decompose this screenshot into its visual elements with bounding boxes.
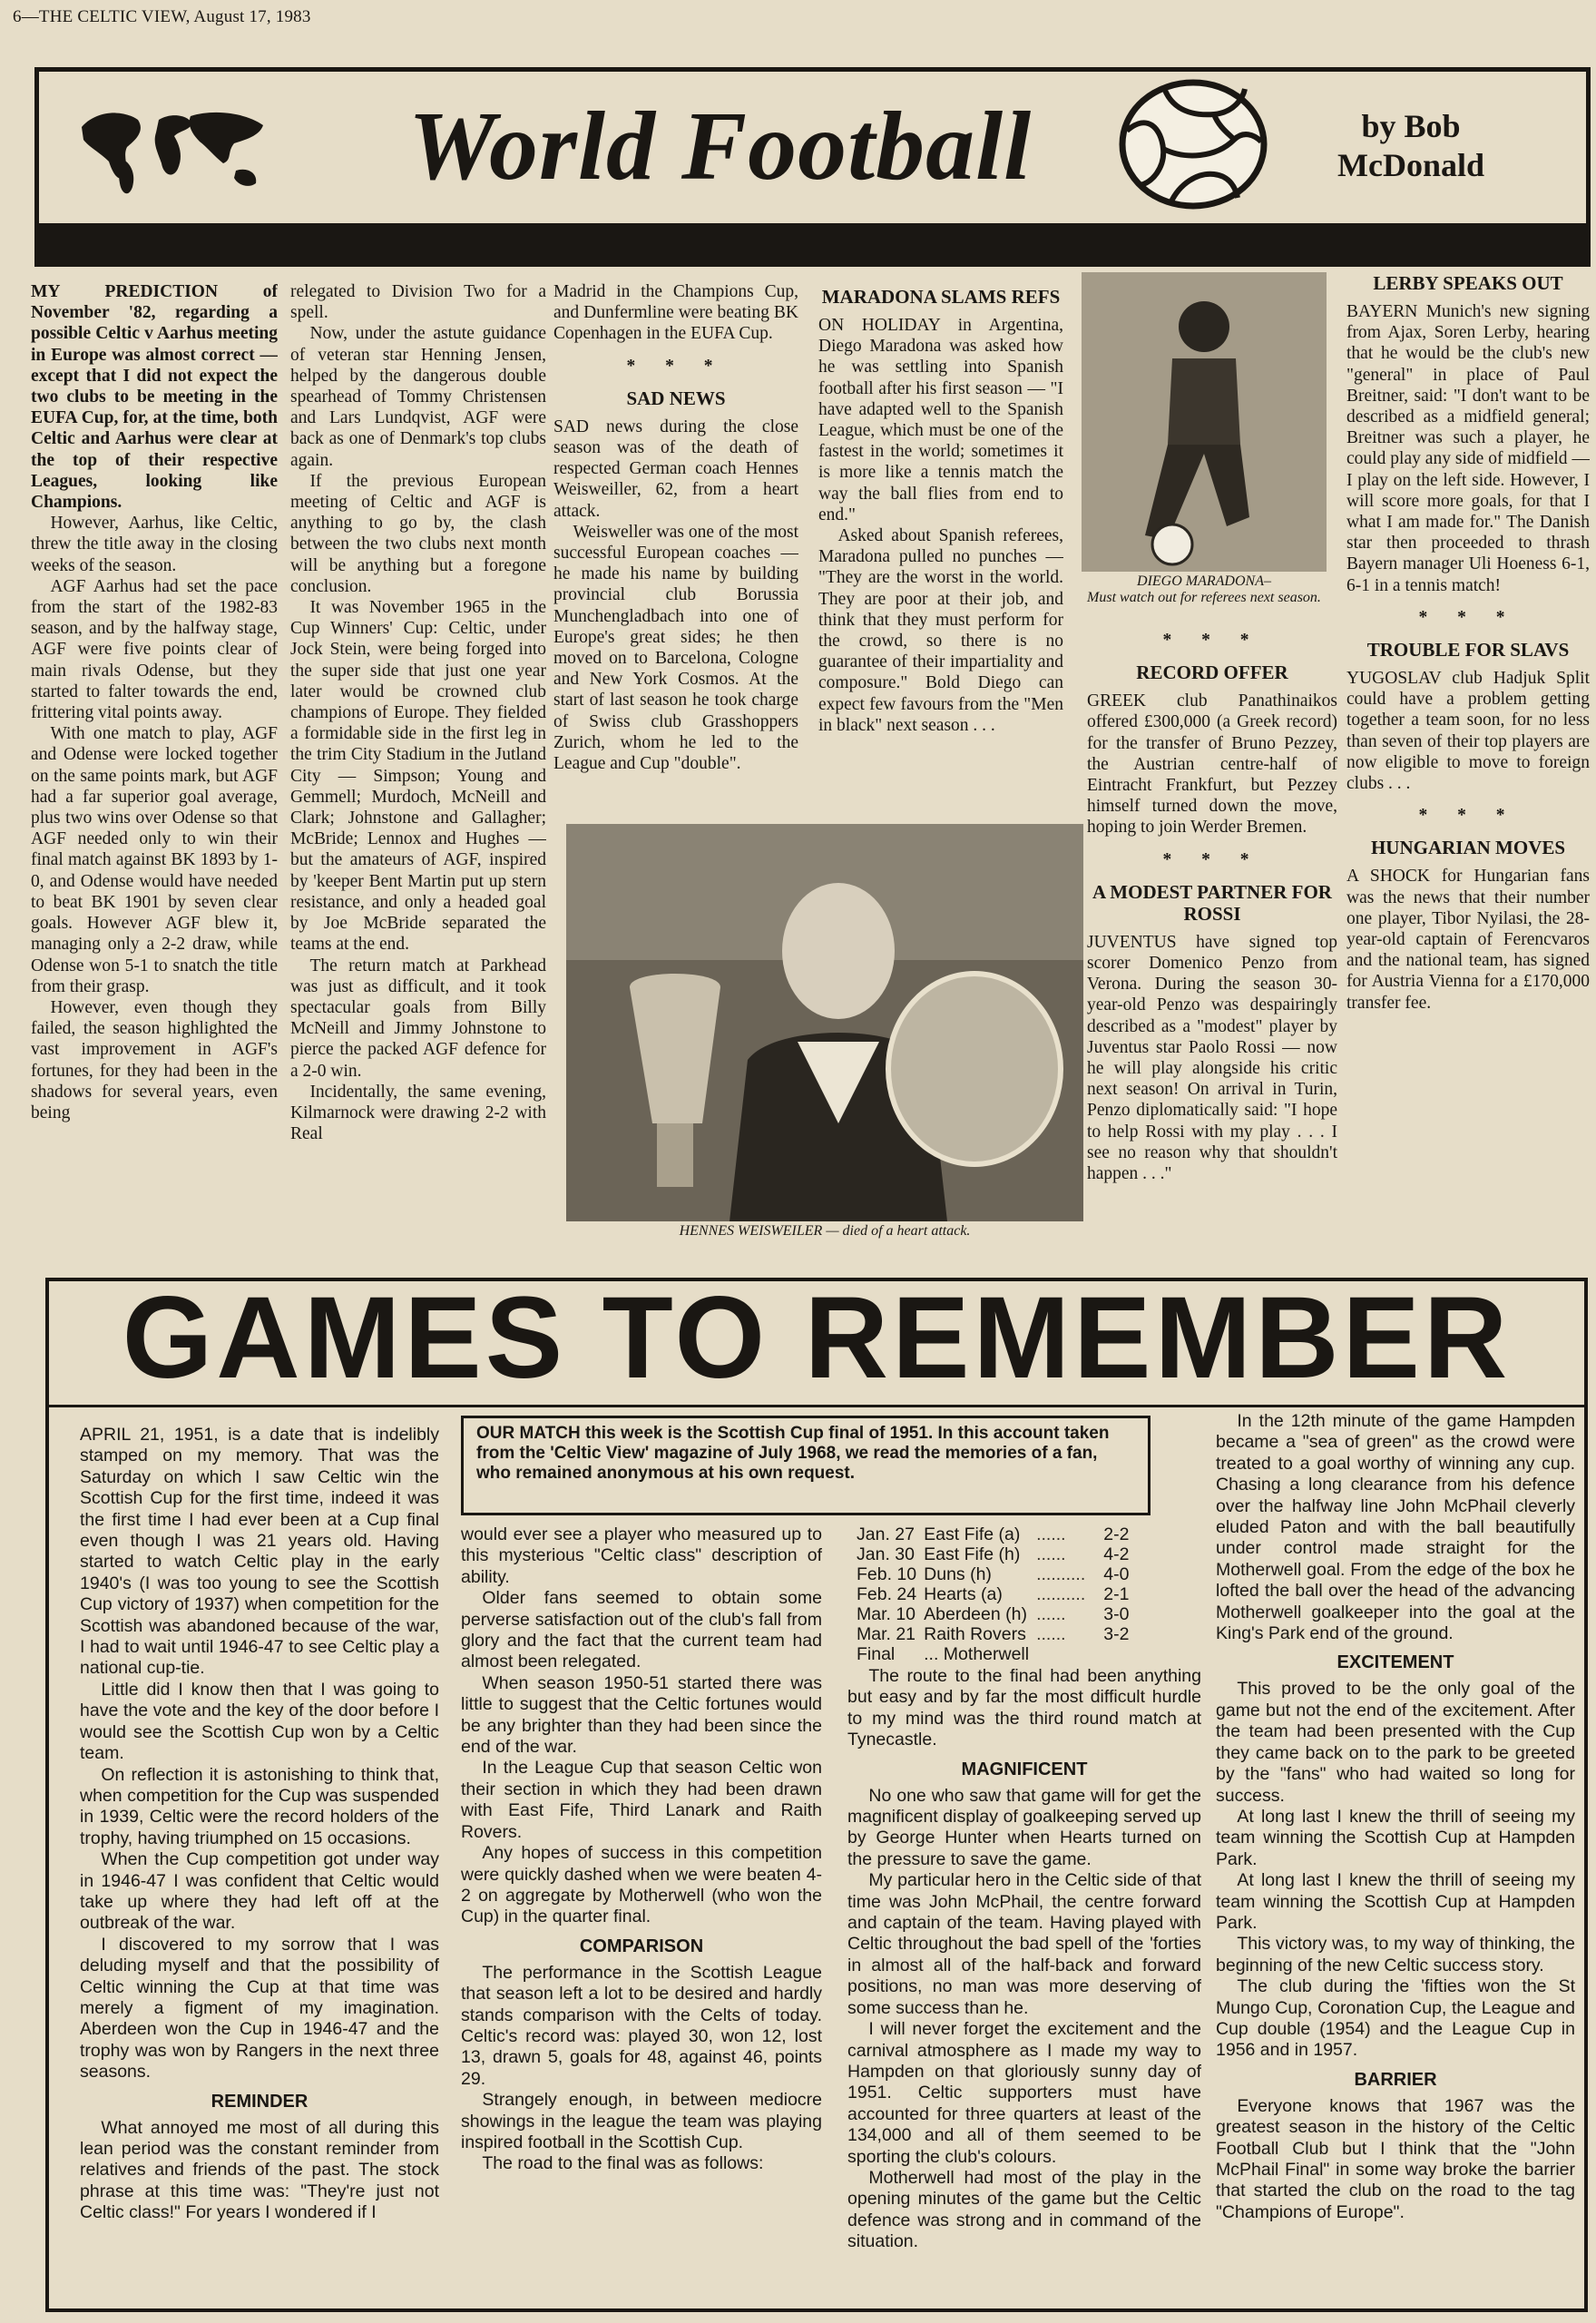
player-photo-image [1082,272,1327,572]
result-opponent: Duns (h) [924,1564,992,1584]
byline [1297,107,1524,185]
feature-paragraph: would ever see a player who measured up to this mysterious "Celtic class" description of ability. [461,1524,822,1587]
heading-trouble-slavs: TROUBLE FOR SLAVS [1366,639,1570,662]
masthead-rule [34,223,1591,267]
section-divider: * * * [1162,631,1262,650]
result-row [857,1584,1136,1604]
section-divider: * * * [1418,607,1518,627]
feature-paragraph: I discovered to my sorrow that I was deluding myself and that the possibility of Celtic winning the Cup at that time was merely a figment of my imagination. Aberdeen won the Cup in 1946-47 and the trophy was won by Rangers in the next three seasons. [80,1934,439,2083]
article-paragraph: GREEK club Panathinaikos offered £300,000 (a Greek record) for the transfer of Bruno Pezzey, the Austrian centre-half of Eintracht Frankfurt, but Pezzey himself turned down the move, hoping to join Werder Bremen. [1087,691,1337,838]
feature-paragraph: This proved to be the only goal of the game but not the end of the excitement. After the team had been presented with the Cup they came back on to the park to be greeted by the "fans" who had waited so long for success. [1216,1679,1575,1806]
article-paragraph: JUVENTUS have signed top scorer Domenico Penzo from Verona. During the season 30-year-old Penzo was despairingly described as a "modest" player by Juventus star Paolo Rossi — now he will play alongside his critic next season! On arrival in Turin, Penzo diplomatically said: "I hope to help Rossi with my play . . . I see no reason why that shouldn't happen . . ." [1087,932,1337,1184]
photo-maradona [1082,272,1327,572]
result-leader: ...... [1036,1624,1066,1644]
caption-text: Must watch out for referees next season. [1087,590,1321,605]
heading-lerby: LERBY SPEAKS OUT [1373,272,1563,294]
football-icon [1107,76,1279,212]
result-date: Jan. 27 [857,1524,915,1544]
result-score: 2-1 [1103,1584,1130,1604]
article-paragraph: However, Aarhus, like Celtic, threw the title away in the closing weeks of the season. [31,514,278,575]
section-divider: * * * [1162,849,1262,869]
feature-paragraph: Older fans seemed to obtain some perverse satisfaction out of the club's fall from glory and the fact that the current team had almost been relegated. [461,1588,822,1672]
feature-paragraph: At long last I knew the thrill of seeing my team winning the Scottish Cup at Hampden Park. [1216,1806,1575,1869]
feature-paragraph: Any hopes of success in this competition were quickly dashed when we were beaten 4-2 on aggregate by Motherwell (who won the Cup) in the quarter final. [461,1843,822,1927]
feature-paragraph: Everyone knows that 1967 was the greatest season in the history of the Celtic Football Club but I think that the "John McPhail Final" in some way broke the barrier that started the club on the road to the tag "Champions of Europe". [1216,2095,1575,2222]
article-paragraph: However, even though they failed, the season highlighted the vast improvement in AGF's fortunes, for they had been in the shadows for several years, even being [31,997,278,1122]
feature-paragraph: The performance in the Scottish League that season left a lot to be desired and hardly stands comparison with the Celts of today. Celtic's record was: played 30, won 12, lost 13, drawn 5, goals for 48, against 46, points 29. [461,1962,822,2089]
feature-paragraph: I will never forget the excitement and the carnival atmosphere as I made my way to Hampden on that gloriously sunny day of 1951. Celtic supporters must have accounted for three quarters at least of the 134,000 and all of them seemed to be sporting the club's colours. [847,2019,1201,2167]
result-leader [1036,1644,1092,1664]
result-opponent: East Fife (a) [924,1524,1021,1544]
article-column-6 [1346,263,1590,1261]
feature-intro: OUR MATCH this week is the Scottish Cup final of 1951. In this account taken from the 'Celtic View' magazine of July 1968, we read the memories of a fan, who remained anonymous at his own request. [461,1416,1150,1515]
heading-maradona: MARADONA SLAMS REFS [821,286,1061,308]
article-paragraph: YUGOSLAV club Hadjuk Split could have a problem getting together a team soon, for no less than seven of their top players are now eligible to move to foreign clubs . . . [1346,669,1590,794]
heading-reminder: REMINDER [211,2091,308,2112]
result-date: Jan. 30 [857,1544,915,1564]
feature-paragraph: On reflection it is astonishing to think that, when competition for the Cup was suspended in 1939, Celtic were the record holders of the trophy, having triumphed on 15 occasions. [80,1764,439,1848]
globe-icon [73,100,272,204]
feature-column-4 [1216,1411,1575,2300]
section-divider: * * * [626,356,726,376]
article-paragraph: relegated to Division Two for a spell. [290,282,546,323]
result-leader: ...... [1036,1604,1066,1624]
heading-excitement: EXCITEMENT [1337,1652,1454,1673]
result-opponent: Aberdeen (h) [924,1604,1027,1624]
result-score: 3-0 [1103,1604,1130,1624]
feature-paragraph: The route to the final had been anything but easy and by far the most difficult hurdle to my mind was the third round match at Tynecastle. [847,1666,1201,1750]
result-score: 4-0 [1103,1564,1130,1584]
article-column-3 [553,281,798,817]
feature-rule [45,1405,1588,1407]
result-leader: ...... [1036,1544,1066,1564]
feature-column-2 [461,1524,822,2300]
result-row [857,1624,1136,1644]
photo-caption-weisweiler: HENNES WEISWEILER — died of a heart attack. [679,1223,971,1239]
feature-paragraph: What annoyed me most of all during this lean period was the constant reminder from relatives and friends of the past. The stock phrase at this time was: "They're just not Celtic class!" For years I wondered if I [80,2117,439,2223]
result-date: Feb. 10 [857,1564,917,1584]
article-lead: MY PREDICTION of November '82, regarding a possible Celtic v Aarhus meeting in Europe was almost correct — except that I did not expect the two clubs to be meeting in the EUFA Cup, for, at the time, both Celtic and Aarhus were clear at the top of their respective Leagues, looking like Champions. [31,282,278,513]
feature-paragraph: This victory was, to my way of thinking, the beginning of the new Celtic success story. [1216,1934,1575,1975]
result-date: Mar. 10 [857,1604,916,1624]
feature-paragraph: Little did I know then that I was going to have the vote and the key of the door before I would see the Scottish Cup won by a Celtic team. [80,1679,439,1764]
result-row [857,1564,1136,1584]
heading-hungarian: HUNGARIAN MOVES [1370,837,1566,859]
article-paragraph: With one match to play, AGF and Odense were locked together on the same points mark, but AGF had a far superior goal average, plus two wins over Odense so that AGF needed only to win their final match against BK 1893 by 1-0, and Odense would have needed to beat BK 1901 by seven clear goals. However AGF blew it, managing only a 2-2 draw, while Odense won 5-1 to snatch the title from their grasp. [31,724,278,996]
byline-line-2: McDonald [1337,147,1484,184]
article-paragraph: A SHOCK for Hungarian fans was the news that their number one player, Tibor Nyilasi, the 28-year-old captain of Ferencvaros and the national team, has signed for Austria Vienna for a £170,000 transfer fee. [1346,867,1590,1013]
result-date: Feb. 24 [857,1584,917,1604]
result-opponent: ... Motherwell [924,1644,1030,1664]
feature-column-1 [80,1425,439,2300]
feature-paragraph: At long last I knew the thrill of seeing my team winning the Scottish Cup at Hampden Park. [1216,1870,1575,1933]
result-row [857,1524,1136,1544]
result-row [857,1604,1136,1624]
heading-barrier: BARRIER [1354,2069,1437,2090]
feature-title: GAMES TO REMEMBER [122,1273,1512,1403]
caption-name: DIEGO MARADONA– [1137,573,1271,589]
feature-paragraph: In the 12th minute of the game Hampden became a "sea of green" as the crowd were treated to a goal worthy of winning any cup. Chasing a long clearance from his defence over the halfway line John McPhail cleverly eluded Paton and with the ball beautifully under control made straight for the Motherwell goal. From the edge of the box he lofted the ball over the head of the advancing Motherwell goalkeeper into the goal at the King's Park end of the ground. [1216,1411,1575,1644]
byline-line-1: by Bob [1361,108,1461,144]
heading-magnificent: MAGNIFICENT [961,1759,1088,1779]
feature-paragraph: The road to the final was as follows: [482,2153,764,2174]
article-column-5 [1087,619,1337,1254]
feature-paragraph: The club during the 'fifties won the St Mungo Cup, Coronation Cup, the League and Cup double (1954) and the League Cup in 1956 and in 1957. [1216,1976,1575,2061]
article-paragraph: ON HOLIDAY in Argentina, Diego Maradona was asked how he was settling into Spanish football after his first season — "I have adapted well to the Spanish League, which must be one of the fastest in the world; sometimes it is more like a tennis match the way the ball flies from end to end." [818,316,1063,524]
section-title: World Football [408,93,1033,201]
result-leader: .......... [1036,1564,1086,1584]
feature-paragraph: APRIL 21, 1951, is a date that is indelibly stamped on my memory. That was the Saturday on which I saw Celtic win the Scottish Cup for the first time, indeed it was the first time I had ever been at a Cup final even though I was 21 years old. Having started to watch Celtic play in the early 1940's (I was too young to see the Scottish Cup victory of 1937) when competition for the Scottish was abandoned because of the war, I had to wait until 1946-47 to see Celtic play a national cup-tie. [80,1425,439,1679]
article-paragraph: SAD news during the close season was of the death of respected German coach Hennes Weisweiller, 62, from a heart attack. [553,417,798,521]
article-paragraph: The return match at Parkhead was just as difficult, and it took spectacular goals from Billy McNeill and Jimmy Johnstone to pierce the packed AGF defence for a 2-0 win. [290,956,546,1081]
article-paragraph: If the previous European meeting of Celtic and AGF is anything to go by, the clash between the two clubs next month will be anything but a foregone conclusion. [290,471,546,596]
heading-comparison: COMPARISON [579,1936,704,1956]
feature-paragraph: When season 1950-51 started there was little to suggest that the Celtic fortunes would be any brighter than they had been since the end of the war. [461,1672,822,1758]
heading-modest-partner: A MODEST PARTNER FOR ROSSI [1092,880,1332,925]
result-score [1092,1644,1136,1664]
article-paragraph: AGF Aarhus had set the pace from the start of the 1982-83 season, and by the halfway stage, AGF were five points clear of main rivals Odense, but they started to falter towards the end, frittering vital points away. [31,576,278,723]
feature-paragraph: No one who saw that game will for get the magnificent display of goalkeeping served up by George Hunter when Hearts turned on the pressure to save the game. [847,1785,1201,1869]
article-paragraph: Now, under the astute guidance of veteran star Henning Jensen, helped by the dangerous double spearhead of Tommy Christensen and Lars Lundqvist, AGF were back as one of Denmark's top clubs again. [290,324,546,470]
result-opponent: East Fife (h) [924,1544,1021,1564]
article-paragraph: Incidentally, the same evening, Kilmarnock were drawing 2-2 with Real [290,1082,546,1144]
result-score: 4-2 [1103,1544,1130,1564]
result-date: Mar. 21 [857,1624,916,1644]
result-score: 3-2 [1103,1624,1130,1644]
result-leader: .......... [1036,1584,1086,1604]
article-paragraph: It was November 1965 in the Cup Winners' Cup: Celtic, under Jock Stein, were being forged into the super side that just one year later would be crowned club champions of Europe. They fielded a formidable side in the first leg in the trim City Stadium in the Jutland City — Simpson; Young and Gemmell; Murdoch, McNeill and Clark; Johnstone and Gallagher; McBride; Lennox and Hughes — but the amateurs of AGF, inspired by 'keeper Bent Martin put up stern resistance, and only a headed goal by Joe McBride separated the teams at the end. [290,598,546,955]
result-leader: ...... [1036,1524,1066,1544]
result-opponent: Raith Rovers [924,1624,1026,1644]
result-opponent: Hearts (a) [924,1584,1003,1604]
article-paragraph: Weisweller was one of the most successful European coaches — he made his name by building provincial club Borussia Munchengladbach into one of Europe's great sides; he then moved on to Barcelona, Cologne and New York Cosmos. At the start of last season he took charge of Swiss club Grasshoppers Zurich, whom he led to the League and Cup "double". [553,522,798,774]
feature-column-3 [847,1524,1201,2300]
result-score: 2-2 [1103,1524,1130,1544]
feature-paragraph: When the Cup competition got under way in 1946-47 I was confident that Celtic would take up where they had left off at the outbreak of the war. [80,1849,439,1934]
article-paragraph: Asked about Spanish referees, Maradona pulled no punches — "They are the worst in the world. They are poor at their job, and think that they must perform for the crowd, so there is no guarantee of their impartiality and composure." Bold Diego can expect few favours from the "Men in black" next season . . . [818,526,1063,735]
article-column-2 [290,281,546,1279]
result-date: Final [857,1644,896,1664]
heading-sad-news: SAD NEWS [626,387,726,409]
photo-weisweiler [566,824,1083,1221]
article-column-1 [31,281,278,1279]
feature-paragraph: Strangely enough, in between mediocre showings in the league the team was playing inspired football in the Scottish Cup. [461,2090,822,2152]
article-paragraph: BAYERN Munich's new signing from Ajax, Soren Lerby, hearing that he would be the club's new "general" in place of Paul Breitner, said: "I don't want to be described as a midfield general; Breitner was such a player, he could play any side of midfield — I play on the left side. However, I will score more goals, for that I what I am made for." The Danish star then proceeded to thrash Bayern manager Uli Hoeness 6-1, 6-1 in a tennis match! [1346,302,1590,595]
result-row [857,1544,1136,1564]
result-row [857,1644,1136,1664]
feature-paragraph: In the League Cup that season Celtic won their section in which they had been drawn with East Fife, Third Lanark and Raith Rovers. [461,1758,822,1842]
coach-photo-image [566,824,1083,1221]
article-column-4 [818,277,1063,817]
feature-paragraph: Motherwell had most of the play in the opening minutes of the game but the Celtic defence was strong and in command of the situation. [847,2167,1201,2252]
heading-record-offer: RECORD OFFER [1136,662,1288,684]
photo-caption-maradona [1082,573,1327,606]
article-paragraph: Madrid in the Champions Cup, and Dunfermline were beating BK Copenhagen in the EUFA Cup. [553,282,798,344]
feature-paragraph: My particular hero in the Celtic side of that time was John McPhail, the centre forward and captain of the team. Having played with Celtic throughout the bad spell of the 'forties in almost all of the half-back and forward positions, no man was more deserving of some success than he. [847,1870,1201,2018]
cup-results-table [857,1524,1136,1664]
page-folio: 6—THE CELTIC VIEW, August 17, 1983 [13,7,311,26]
section-divider: * * * [1418,806,1518,826]
